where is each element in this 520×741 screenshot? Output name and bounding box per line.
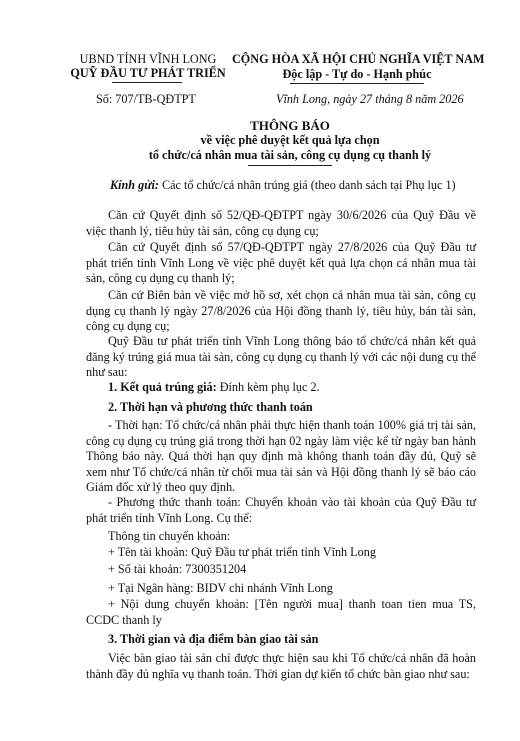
payment-deadline: - Thời hạn: Tổ chức/cá nhân phải thực hiện thanh toán 100% giá trị tài sản, công cụ dụng cụ trúng giá trong thời hạn 02 ngày làm việc kể từ ngày ban hành Thông báo này. Quá thời hạn quy định mà không thanh toán đầy đủ, Quỹ sẽ xem như Tổ chức/cá nhân từ chối mua tài sản và Hội đồng thanh lý sẽ báo cáo Giám đốc xử lý theo quy định. — [86, 418, 476, 495]
title-underline — [248, 165, 332, 166]
payment-method: - Phương thức thanh toán: Chuyển khoản vào tài khoản của Quỹ Đầu tư phát triển tỉnh Vĩnh Long. Cụ thể: — [86, 495, 476, 525]
basis-paragraph-2: Căn cứ Quyết định số 57/QĐ-QĐTPT ngày 27/8/2026 của Quỹ Đầu tư phát triển tỉnh Vĩnh Long về việc phê duyệt kết quả lựa chọn cá nhân mua tài sản, công cụ dụng cụ thanh lý; — [86, 240, 476, 286]
basis-paragraph-3: Căn cứ Biên bản về việc mở hồ sơ, xét chọn cá nhân mua tài sản, công cụ dụng cụ thanh lý ngày 27/8/2026 của Hội đồng thanh lý, tiêu hủy, bán tài sản, công cụ dụng cụ; — [86, 288, 476, 334]
document-title: THÔNG BÁO — [250, 118, 330, 133]
section-1-heading: 1. Kết quả trúng giá: — [108, 380, 217, 394]
section-3-heading: 3. Thời gian và địa điểm bàn giao tài sản — [108, 632, 319, 646]
document-number: Số: 707/TB-QĐTPT — [96, 92, 196, 106]
section-1 — [108, 380, 320, 395]
handover-paragraph: Việc bàn giao tài sản chỉ được thực hiện sau khi Tổ chức/cá nhân đã hoàn thành đầy đủ nghĩa vụ thanh toán. Thời gian dự kiến tổ chức bàn giao như sau: — [86, 651, 476, 681]
issuer-authority: UBND TỈNH VĨNH LONG — [79, 52, 217, 66]
transfer-content: + Nội dung chuyển khoản: [Tên người mua] thanh toan tien mua TS, CCDC thanh ly — [86, 597, 476, 627]
recipient-text: Các tổ chức/cá nhân trúng giá (theo danh sách tại Phụ lục 1) — [158, 178, 456, 192]
recipient-label: Kính gửi: — [110, 178, 159, 192]
national-title: CỘNG HÒA XÃ HỘI CHỦ NGHĨA VIỆT NAM — [232, 52, 485, 66]
section-1-text: Đính kèm phụ lục 2. — [216, 380, 320, 394]
motto-underline — [290, 83, 424, 84]
section-2-heading: 2. Thời hạn và phương thức thanh toán — [108, 400, 313, 414]
account-name: + Tên tài khoản: Quỹ Đầu tư phát triển tỉnh Vĩnh Long — [108, 545, 376, 559]
national-motto: Độc lập - Tự do - Hạnh phúc — [282, 67, 432, 81]
recipient-line — [110, 178, 456, 193]
place-date: Vĩnh Long, ngày 27 tháng 8 năm 2026 — [276, 92, 464, 106]
title-subject-line1: về việc phê duyệt kết quả lựa chọn — [200, 133, 380, 147]
issuer-name: QUỸ ĐẦU TƯ PHÁT TRIỂN — [70, 66, 226, 80]
account-number: + Số tài khoản: 7300351204 — [108, 562, 247, 576]
intro-paragraph: Quỹ Đầu tư phát triển tỉnh Vĩnh Long thông báo tổ chức/cá nhân kết quả đăng ký trúng giá mua tài sản, công cụ dụng cụ thanh lý với các nội dung cụ thể như sau: — [86, 334, 476, 380]
basis-paragraph-1: Căn cứ Quyết định số 52/QĐ-QĐTPT ngày 30/6/2026 của Quỹ Đầu về việc thanh lý, tiêu hủy tài sản, công cụ dụng cụ; — [86, 208, 476, 238]
title-subject-line2: tổ chức/cá nhân mua tài sản, công cụ dụng cụ thanh lý — [148, 148, 432, 162]
issuer-underline — [112, 82, 182, 83]
transfer-info-label: Thông tin chuyển khoản: — [108, 529, 231, 543]
bank-name: + Tại Ngân hàng: BIDV chi nhánh Vĩnh Long — [108, 581, 333, 595]
